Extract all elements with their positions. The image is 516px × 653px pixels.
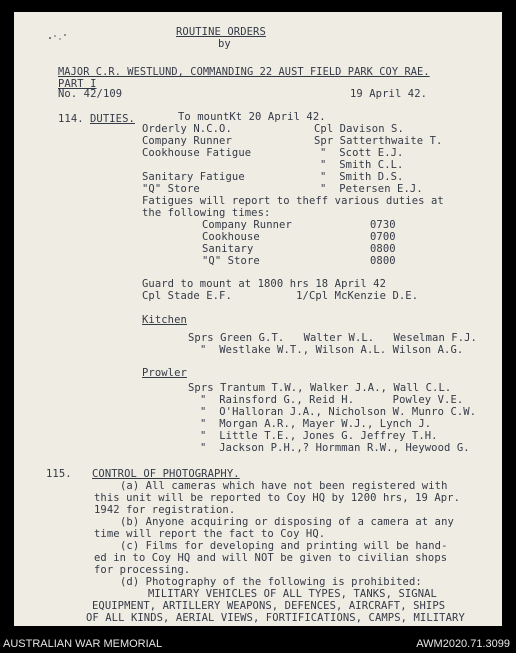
time-duty: "Q" Store bbox=[202, 255, 260, 267]
section-115-line: time will report the fact to Coy HQ. bbox=[94, 528, 326, 540]
section-114-number: 114. bbox=[58, 113, 84, 125]
order-date: 19 April 42. bbox=[350, 88, 428, 100]
document-page bbox=[14, 12, 502, 626]
duty-name: " Smith C.L. bbox=[320, 159, 404, 171]
section-115-line: EQUIPMENT, ARTILLERY WEAPONS, DEFENCES, AIRCRAFT, SHIPS bbox=[92, 600, 446, 612]
time-value: 0800 bbox=[370, 255, 396, 267]
kitchen-line: " Westlake W.T., Wilson A.L. Wilson A.G. bbox=[200, 344, 464, 356]
section-115-line: (a) All cameras which have not been registered with bbox=[120, 480, 448, 492]
guard-text: Guard to mount at 1800 hrs 18 April 42 bbox=[142, 278, 387, 290]
prowler-line: " Rainsford G., Reid H. Powley V.E. bbox=[200, 394, 464, 406]
section-115-heading: CONTROL OF PHOTOGRAPHY. bbox=[92, 468, 240, 480]
duty-name: " Scott E.J. bbox=[320, 147, 404, 159]
section-115-line: (c) Films for developing and printing will be hand- bbox=[120, 540, 448, 552]
time-duty: Cookhouse bbox=[202, 231, 260, 243]
duty-role: "Q" Store bbox=[142, 183, 200, 195]
section-115-number: 115. bbox=[46, 468, 72, 480]
duty-role: Cookhouse Fatigue bbox=[142, 147, 252, 159]
prowler-heading: Prowler bbox=[142, 367, 187, 379]
section-114-heading: DUTIES. bbox=[90, 113, 135, 125]
time-value: 0700 bbox=[370, 231, 396, 243]
footer-accession: AWM2020.71.3099 bbox=[416, 638, 510, 650]
time-duty: Company Runner bbox=[202, 219, 292, 231]
doc-by: by bbox=[218, 38, 231, 50]
time-duty: Sanitary bbox=[202, 243, 254, 255]
section-115-line: MILITARY VEHICLES OF ALL TYPES, TANKS, SIGNAL bbox=[148, 588, 437, 600]
archive-footer bbox=[0, 636, 516, 653]
section-115-line: for processing. bbox=[94, 564, 191, 576]
doc-title: ROUTINE ORDERS bbox=[176, 26, 266, 38]
section-115-line: ed in to Coy HQ and will NOT be given to civilian shops bbox=[94, 552, 448, 564]
part-label: PART I bbox=[58, 78, 97, 90]
guard-names: Cpl Stade E.F. 1/Cpl McKenzie D.E. bbox=[142, 290, 419, 302]
order-number: No. 42/109 bbox=[58, 88, 123, 100]
ink-mark bbox=[44, 30, 74, 44]
prowler-line: Sprs Trantum T.W., Walker J.A., Wall C.L. bbox=[188, 382, 452, 394]
prowler-line: " Morgan A.R., Mayer W.J., Lynch J. bbox=[200, 418, 432, 430]
prowler-line: " Jackson P.H.,? Hormman R.W., Heywood G. bbox=[200, 442, 470, 454]
duty-role: Sanitary Fatigue bbox=[142, 171, 245, 183]
duty-role: Company Runner bbox=[142, 135, 232, 147]
section-115-line: (b) Anyone acquiring or disposing of a camera at any bbox=[120, 516, 454, 528]
kitchen-line: Sprs Green G.T. Walter W.L. Weselman F.J. bbox=[188, 332, 477, 344]
duty-name: Cpl Davison S. bbox=[314, 123, 404, 135]
footer-source: AUSTRALIAN WAR MEMORIAL bbox=[3, 638, 163, 650]
section-115-line: OF ALL KINDS, AERIAL VIEWS, FORTIFICATIONS, CAMPS, MILITARY bbox=[86, 612, 465, 624]
duty-role: Orderly N.C.O. bbox=[142, 123, 232, 135]
section-115-line: this unit will be reported to Coy HQ by 1200 hrs, 19 Apr. bbox=[94, 492, 461, 504]
section-115-line: 1942 for registration. bbox=[94, 504, 236, 516]
commander-line: MAJOR C.R. WESTLUND, COMMANDING 22 AUST FIELD PARK COY RAE. bbox=[58, 66, 430, 78]
time-value: 0800 bbox=[370, 243, 396, 255]
prowler-line: " O'Halloran J.A., Nicholson W. Munro C.W. bbox=[200, 406, 477, 418]
fatigues-text: the following times: bbox=[142, 207, 271, 219]
section-115-line: (d) Photography of the following is prohibited: bbox=[120, 576, 422, 588]
mount-date: To mountKt 20 April 42. bbox=[178, 111, 326, 123]
prowler-line: " Little T.E., Jones G. Jeffrey T.H. bbox=[200, 430, 438, 442]
duty-name: Spr Satterthwaite T. bbox=[314, 135, 443, 147]
fatigues-text: Fatigues will report to theff various duties at bbox=[142, 195, 444, 207]
time-value: 0730 bbox=[370, 219, 396, 231]
kitchen-heading: Kitchen bbox=[142, 314, 187, 326]
duty-name: " Smith D.S. bbox=[320, 171, 404, 183]
duty-name: " Petersen E.J. bbox=[320, 183, 423, 195]
